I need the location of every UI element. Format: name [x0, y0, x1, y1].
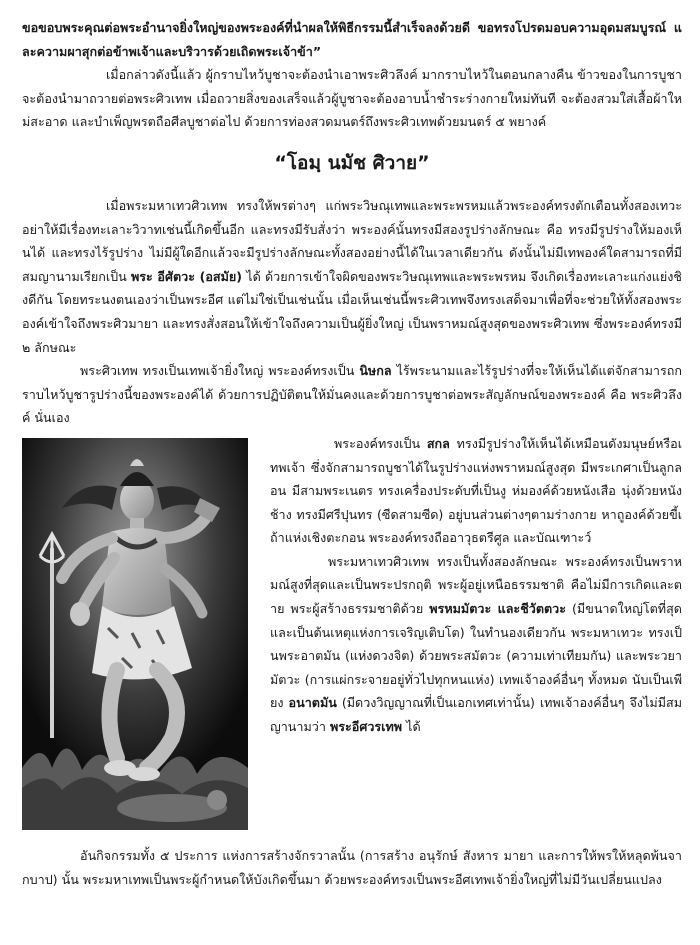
figure-section	[22, 432, 682, 834]
sakala-bold: สกล	[426, 435, 450, 451]
mantra-heading: “โอมฺ นมัช ศิวาย”	[274, 151, 430, 174]
intro-text: ขอขอบพระคุณต่อพระอำนาจยิ่งใหญ่ของพระองค์ที่นำผลให้พิธีกรรมนี้สำเร็จลงด้วยดี ขอทรงโปรดมอบความอุดมสมบูรณ์ และความผาสุกต่อข้าพเจ้าและบริวารด้วยเถิดพระเจ้าข้า”	[22, 20, 682, 59]
mahadeva-text-d: ได้	[406, 719, 421, 735]
shiva-illustration	[22, 438, 248, 830]
nishkala-paragraph	[22, 359, 682, 430]
nishkala-text-a: พระศิวเทพ ทรงเป็นเทพเจ้ายิ่งใหญ่ พระองค์ทรงเป็น	[80, 363, 355, 379]
nishkala-text-b: ไร้พระนามและไร้รูปร่างที่จะให้เห็นได้แต่จักสามารถกราบไหว้บูชารูปร่างนี้ของพระองค์ได้ ด้วยการปฏิบัติตนให้มั่นคงและด้วยการบูชาต่อพระสัญลักษณ์ของพระองค์ คือ พระศิวลึงค์ นั่นเอง	[22, 363, 682, 426]
mahadeva-text-a: พระมหาเทวศิวเทพ ทรงเป็นทั้งสองลักษณะ พระองค์ทรงเป็นพราหมณ์สูงที่สุดและเป็นพระปรกฤติ พระผู้อยู่เหนือธรรมชาติ คือไม่มีการเกิดและตาย พระผู้สร้างธรรมชาติด้วย	[270, 553, 682, 617]
lingam-bold: พระ อีศัตวะ (อสมัย)	[130, 268, 243, 284]
mahadeva-bold-1: พรหมมัตวะ และชีวัตตวะ	[429, 601, 567, 617]
sakala-text-a: พระองค์ทรงเป็น	[334, 435, 421, 451]
nishkala-bold: นิษกล	[359, 363, 392, 379]
final-paragraph: อันกิจกรรมทั้ง ๕ ประการ แห่งการสร้างจักรวาลนั้น (การสร้าง อนุรักษ์ สังหาร มายา และการให้พรให้หลุดพ้นจากบาป) นั้น พระมหาเทพเป็นพระผู้กำหนดให้บังเกิดขึ้นมา ด้วยพระองค์ทรงเป็นพระอีศเทพเจ้ายิ่งใหญ่ที่ไม่มีวันเปลี่ยนแปลง	[22, 847, 682, 887]
lingam-text-a: เมื่อพระมหาเทวศิวเทพ ทรงให้พรต่างๆ แก่พระวิษณุเทพและพระพรหมแล้วพระองค์ทรงตักเตือนทั้งสองเทวะ อย่าให้มีเรื่องทะเลาะวิวาทเช่นนี้เกิดขึ้นอีก และทรงมีรับสั่งว่า พระองค์นั้นทรงมีสองรูปร่างลักษณะ คือ ทรงมีรูปร่างให้มองเห็นได้ และทรงไร้รูปร่าง ไม่มีผู้ใดอีกแล้วจะมีรูปร่างลักษณะทั้งสองอย่างนี้ได้ในเวลาเดียวกัน ดังนั้นไม่มีเทพองค์ใดสามารถที่มีสมญานามเรียกเป็น	[22, 197, 682, 284]
mahadeva-text-b: (มีขนาดใหญ่โตที่สุด และเป็นต้นเหตุแห่งการเจริญเติบโต) ในทำนองเดียวกัน พระมหาเทวะ ทรงเป็นพระอาตมัน (แห่งดวงจิต) ด้วยพระสมัตวะ (ความเท่าเทียมกัน) และพระวยามัตวะ (การแผ่กระจายอยู่ทั่วไปทุกหนแห่ง) เทพเจ้าองค์อื่นๆ ทั้งหมด นับเป็นเพียง	[270, 601, 682, 711]
mahadeva-bold-2: อนาตมัน	[288, 695, 337, 711]
sakala-text-b: ทรงมีรูปร่างให้เห็นได้เหมือนดังมนุษย์หรือเทพเจ้า ซึ่งจักสามารถบูชาได้ในรูปร่างแห่งพราหมณ์สูงสุด มีพระเกศาเป็นลูกลอน มีสามพระเนตร ทรงเครื่องประดับที่เป็นงู ห่มองค์ด้วยหนังเสือ นุ่งด้วยหนังช้าง ทรงมีศรีปุนทร (ซีดสามซีด) อยู่บนส่วนต่างๆตามร่างกาย หาถูองค์ด้วยขี้เถ้าแห่งเชิงตะกอน พระองค์ทรงถืออาวุธตรีศูล และบัณเฑาะว์	[270, 435, 682, 546]
lingam-paragraph	[22, 194, 682, 359]
mahadeva-text-c: (มีดวงวิญญาณที่เป็นเอกเทศเท่านั้น) เทพเจ้าองค์อื่นๆ จึงไม่มีสมญานามว่า	[270, 695, 682, 735]
offering-paragraph: เมื่อกล่าวดังนี้แล้ว ผู้กราบไหว้บูชาจะต้องนำเอาพระศิวลึงค์ มากราบไหว้ในตอนกลางคืน ข้าวของในการบูชาจะต้องนำมาถวายต่อพระศิวเทพ เมื่อถวายสิ่งของเสร็จแล้วผู้บูชาจะต้องอาบน้ำชำระร่างกายใหม่ทันที จะต้องสวมใส่เสื้อผ้าใหม่สะอาด และบำเพ็ญพรตถือศีลบูชาต่อไป ด้วยการท่องสวดมนตร์ถึงพระศิวเทพด้วยมนตร์ ๕ พยางค์	[22, 67, 682, 130]
shiva-figure-image	[22, 438, 248, 830]
lingam-text-b: ได้ ด้วยการเข้าใจผิดของพระวิษณุเทพและพระพรหม จึงเกิดเรื่องทะเลาะแก่งแย่งชิงดีกัน โดยทระนงตนเองว่าเป็นพระอีศ แต่ไม่ใช่เป็นเช่นนั้น เมื่อเห็นเช่นนี้พระศิวเทพจึงทรงเสด็จมาเพื่อที่จะช่วยให้ทั้งสองพระองค์เข้าใจถึงพระศิวมายา และทรงสั่งสอนให้เข้าใจถึงความเป็นผู้ยิ่งใหญ่ เป็นพราหมณ์สูงสุดของพระศิวเทพ ซึ่งพระองค์ทรงมี ๒ ลักษณะ	[22, 268, 682, 355]
intro-paragraph	[22, 16, 682, 63]
mahadeva-bold-3: พระอีศวรเทพ	[329, 719, 403, 735]
